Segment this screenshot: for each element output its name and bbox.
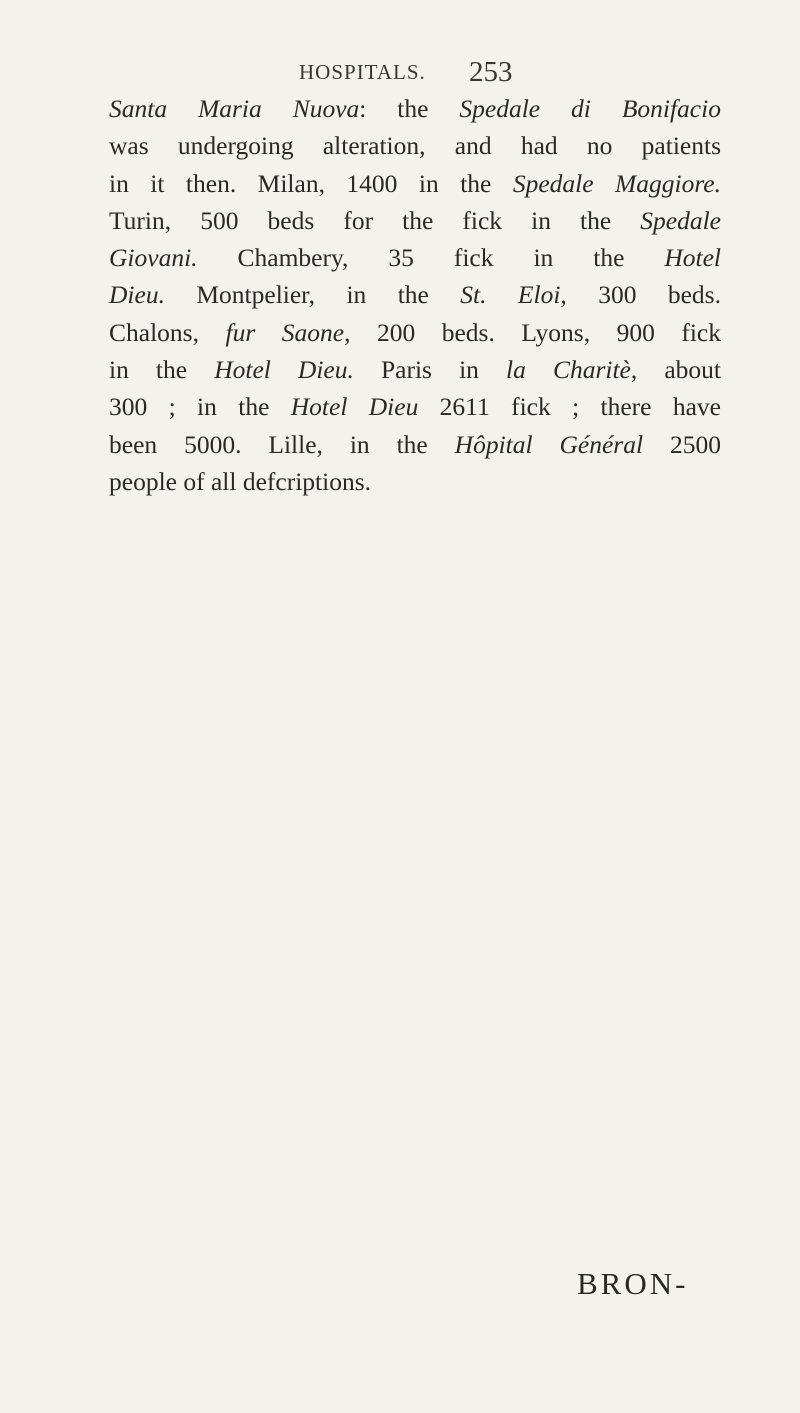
italic-text: Dieu. [109, 280, 165, 310]
running-head-title: HOSPITALS. [299, 60, 426, 84]
page-number: 253 [469, 56, 513, 88]
text-run: Turin, 500 beds for the fick in the [109, 205, 641, 235]
text-line [109, 351, 721, 388]
text-run: Chambery, 35 fick in the [197, 243, 665, 273]
text-run: 2611 fick ; there have [418, 392, 721, 422]
text-run: 2500 [643, 429, 721, 459]
catchword: BRON- [577, 1266, 689, 1301]
italic-text: Hotel Dieu [290, 392, 419, 422]
text-run: in it then. Milan, 1400 in the [109, 168, 513, 198]
text-run: been 5000. Lille, in the [109, 429, 455, 459]
text-line [109, 239, 721, 276]
italic-text: Hôpital Général [454, 429, 644, 459]
italic-text: Hotel Dieu. [214, 355, 354, 385]
text-line [109, 90, 721, 127]
text-run: , 300 beds. [560, 280, 721, 310]
text-run: : the [359, 94, 460, 123]
text-line [109, 127, 721, 164]
italic-text: Spedale Maggiore. [512, 168, 721, 198]
text-run: people of all defcriptions. [109, 466, 371, 496]
italic-text: Hotel [664, 243, 721, 273]
text-run: Chalons, [109, 317, 226, 347]
italic-text: Spedale [640, 205, 721, 235]
text-run: 300 ; in the [109, 392, 291, 422]
text-run: in the [109, 355, 215, 385]
text-line [109, 314, 721, 351]
text-run: Paris in [353, 355, 507, 385]
text-line [109, 276, 721, 313]
italic-text: la Charitè [506, 355, 631, 385]
italic-text: fur Saone [225, 317, 345, 347]
text-run: , about [630, 355, 721, 385]
body-paragraph [109, 90, 721, 500]
text-line [109, 388, 721, 425]
italic-text: Giovani. [109, 243, 198, 273]
italic-text: Santa Maria Nuova [109, 94, 360, 123]
text-line [109, 463, 721, 500]
text-line [109, 426, 721, 463]
italic-text: St. Eloi [460, 280, 561, 310]
text-line [109, 202, 721, 239]
text-run: Montpelier, in the [164, 280, 461, 310]
text-line [109, 165, 721, 202]
text-run: , 200 beds. Lyons, 900 fick [344, 317, 721, 347]
text-run: was undergoing alteration, and had no patients [109, 131, 721, 161]
italic-text: Spedale di Bonifacio [459, 94, 721, 123]
